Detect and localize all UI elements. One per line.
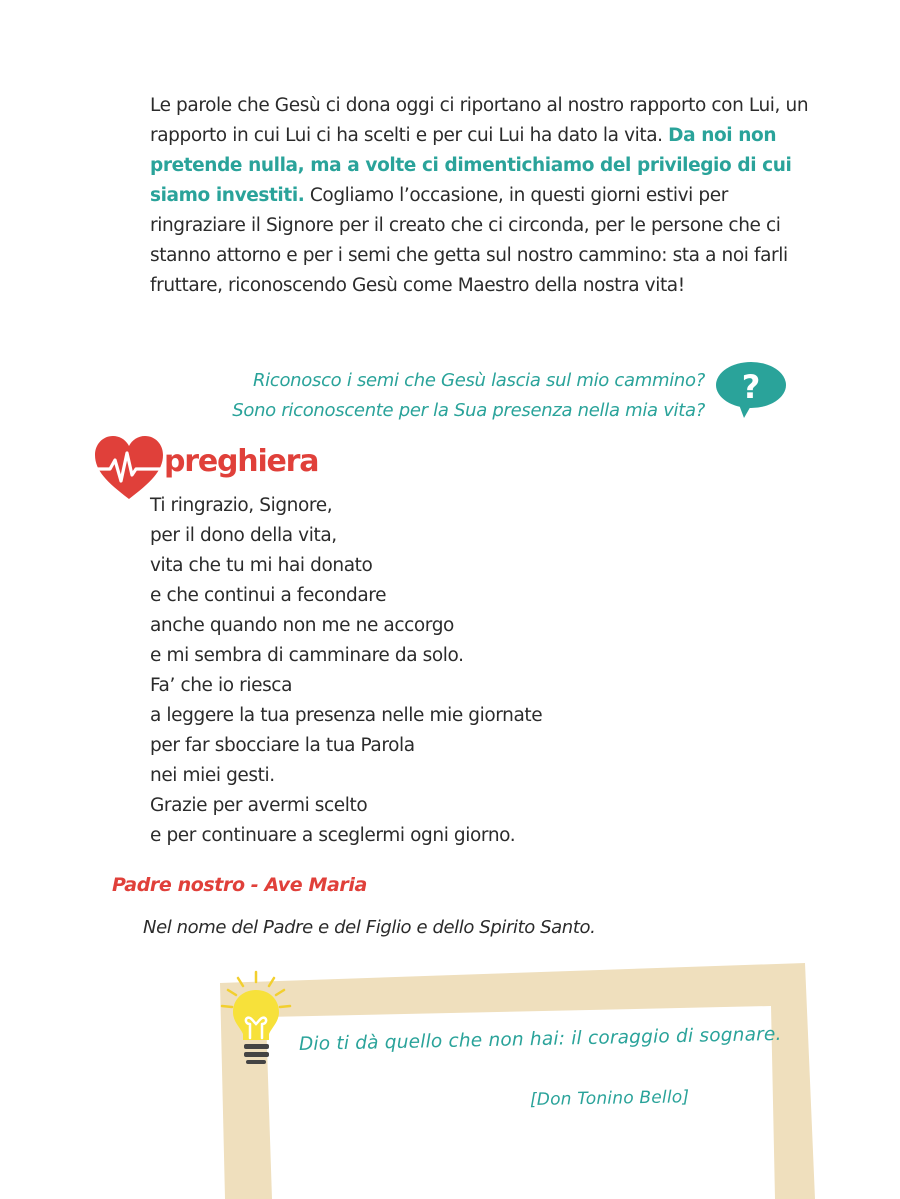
question-line-2: Sono riconoscente per la Sua presenza nella mia vita? <box>232 400 705 421</box>
quote-text: Dio ti dà quello che non hai: il coraggio di sognare. <box>298 1023 782 1055</box>
reflection-text-start: Le parole che Gesù ci dona oggi ci riportano al nostro rapporto con Lui, un rapporto in cui Lui ci ha scelti e per cui Lui ha dato la vita. <box>150 95 809 146</box>
prayer-line: e per continuare a sceglermi ogni giorno. <box>150 825 516 846</box>
padre-nostro-heading: Padre nostro - Ave Maria <box>112 874 367 896</box>
prayer-line: anche quando non me ne accorgo <box>150 615 454 636</box>
prayer-line: per far sbocciare la tua Parola <box>150 735 415 756</box>
prayer-text <box>150 491 542 851</box>
reflection-paragraph <box>150 91 810 301</box>
lightbulb-icon <box>210 968 300 1068</box>
prayer-line: vita che tu mi hai donato <box>150 555 373 576</box>
prayer-line: e che continui a fecondare <box>150 585 387 606</box>
prayer-title: preghiera <box>164 444 319 479</box>
prayer-line: per il dono della vita, <box>150 525 337 546</box>
reflection-text-end: Cogliamo l’occasione, in questi giorni estivi per ringraziare il Signore per il creato che ci circonda, per le persone che ci stanno attorno e per i semi che getta sul nostro cammino: sta a noi farli fruttare, riconoscendo Gesù come Maestro della nostra vita! <box>150 185 788 296</box>
prayer-line: Ti ringrazio, Signore, <box>150 495 333 516</box>
reflection-highlight: Da noi non pretende nulla, ma a volte ci dimentichiamo del privilegio di cui siamo investiti. <box>150 125 792 206</box>
prayer-line: Grazie per avermi scelto <box>150 795 368 816</box>
reflection-questions <box>232 366 705 426</box>
prayer-line: nei miei gesti. <box>150 765 275 786</box>
quote-author: [Don Tonino Bello] <box>529 1087 690 1110</box>
prayer-line: e mi sembra di camminare da solo. <box>150 645 464 666</box>
question-bubble-icon <box>712 358 790 422</box>
prayer-line: a leggere la tua presenza nelle mie giornate <box>150 705 543 726</box>
question-mark: ? <box>741 368 761 406</box>
question-line-1: Riconosco i semi che Gesù lascia sul mio cammino? <box>252 370 705 391</box>
prayer-line: Fa’ che io riesca <box>150 675 293 696</box>
sign-of-cross-text: Nel nome del Padre e del Figlio e dello Spirito Santo. <box>143 917 596 938</box>
